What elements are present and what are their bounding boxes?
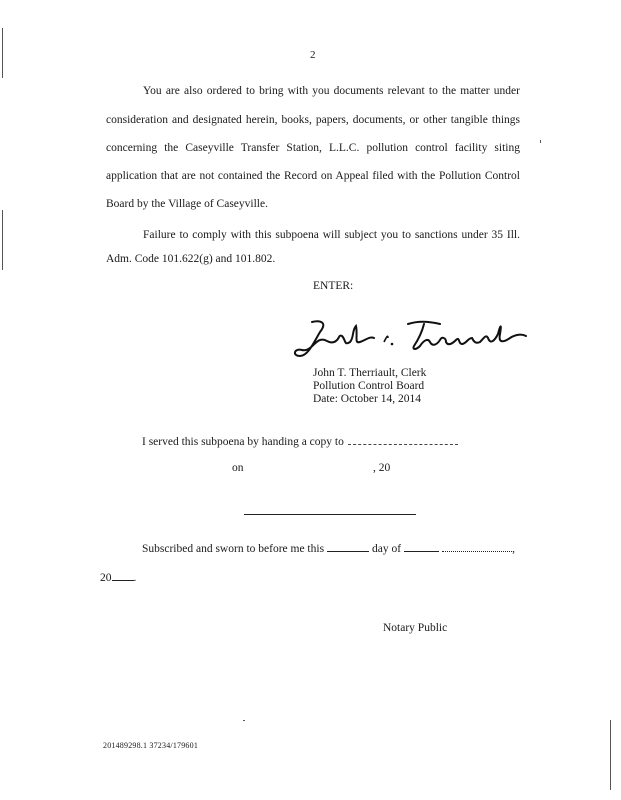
service-year-label: , 20 xyxy=(373,462,391,474)
clerk-name: John T. Therriault, Clerk xyxy=(313,367,427,379)
para2-line2: Adm. Code 101.622(g) and 101.802. xyxy=(106,253,276,265)
month-blank-dotted xyxy=(442,542,512,552)
para1-line2: consideration and designated herein, books, papers, documents, or other tangible things xyxy=(106,114,520,126)
oath-year-prefix: 20 xyxy=(100,572,112,584)
clerk-organization: Pollution Control Board xyxy=(313,380,425,392)
clerk-signature xyxy=(290,312,530,372)
scan-mark xyxy=(540,140,541,143)
served-to-blank xyxy=(348,435,458,445)
document-number: 201489298.1 37234/179601 xyxy=(103,741,199,750)
notary-label: Notary Public xyxy=(383,622,448,634)
oath-year: 20 . xyxy=(100,572,137,584)
server-signature-line xyxy=(244,514,416,515)
scan-mark xyxy=(2,28,3,78)
service-statement xyxy=(142,435,458,449)
clerk-date: Date: October 14, 2014 xyxy=(313,393,421,405)
scan-mark xyxy=(2,210,3,270)
day-of-label: day of xyxy=(372,543,402,555)
para1-line3: concerning the Caseyville Transfer Station, L.L.C. pollution control facility siting xyxy=(106,142,520,154)
scan-mark xyxy=(243,720,245,721)
subscribed-text: Subscribed and sworn to before me this xyxy=(142,543,325,555)
month-blank xyxy=(404,542,439,552)
para1-line4: application that are not contained the Record on Appeal filed with the Pollution Control xyxy=(106,170,520,182)
para1-line5: Board by the Village of Caseyville. xyxy=(106,198,268,210)
oath-statement: Subscribed and sworn to before me this day of , xyxy=(142,543,515,555)
day-blank xyxy=(327,542,369,552)
service-text: I served this subpoena by handing a copy to xyxy=(142,436,344,448)
enter-label: ENTER: xyxy=(313,280,354,292)
scan-mark xyxy=(610,720,611,790)
on-label: on xyxy=(232,462,244,474)
para2-line1: Failure to comply with this subpoena will subject you to sanctions under 35 Ill. xyxy=(143,229,520,241)
page-number: 2 xyxy=(310,49,316,61)
year-blank xyxy=(112,571,134,581)
para1-line1: You are also ordered to bring with you documents relevant to the matter under xyxy=(143,85,520,97)
